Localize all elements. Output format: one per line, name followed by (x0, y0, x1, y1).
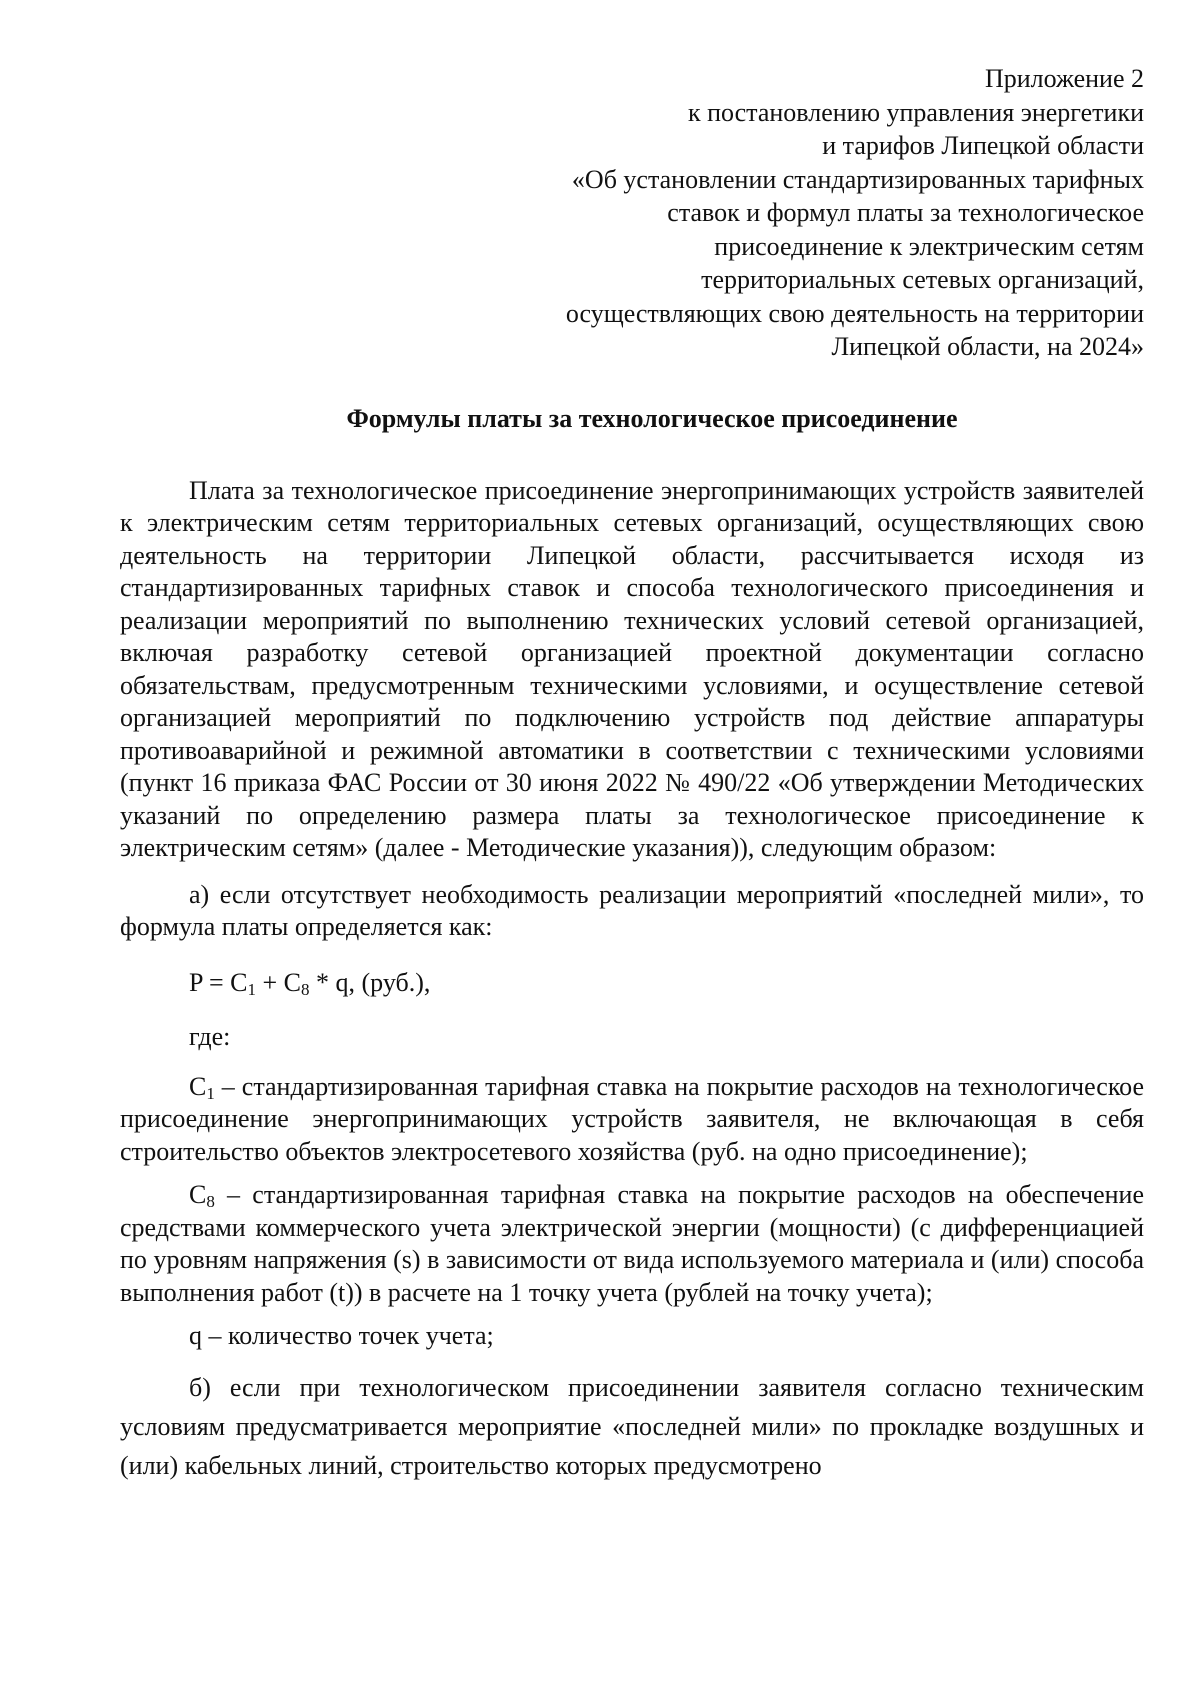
intro-paragraph: Плата за технологическое присоединение энергопринимающих устройств заявителей к электрическим сетям территориальных сетевых организаций, осуществляющих свою деятельность на территории Липецкой области, рассчитывается исходя из стандартизированных тарифных ставок и способа технологического присоединения и реализации мероприятий по выполнению технических условий сетевой организацией, включая разработку сетевой организацией проектной документации согласно обязательствам, предусмотренным техническими условиями, и осуществление сетевой организацией мероприятий по подключению устройств под действие аппаратуры противоаварийной и режимной автоматики в соответствии с техническими условиями (пункт 16 приказа ФАС России от 30 июня 2022 № 490/22 «Об утверждении Методических указаний по определению размера платы за технологическое присоединение к электрическим сетям» (далее - Методические указания)), следующим образом: (120, 475, 1144, 862)
definition-c1 (120, 1071, 1144, 1169)
item-a-paragraph: а) если отсутствует необходимость реализации мероприятий «последней мили», то формула платы определяется как: (120, 879, 1144, 941)
where-label: где: (189, 1021, 231, 1051)
definition-c1-symbol: C (189, 1071, 207, 1101)
definition-c8-text: – стандартизированная тарифная ставка на покрытие расходов на обеспечение средствами коммерческого учета электрической энергии (мощности) (с дифференциацией по уровням напряжения (s) в зависимости от вида используемого материала и (или) способа выполнения работ (t)) в расчете на 1 точку учета (рублей на точку учета); (120, 1180, 1144, 1307)
document-title: Формулы платы за технологическое присоединение (346, 403, 958, 433)
formula-plus: + C (256, 967, 302, 997)
appendix-header (120, 62, 1144, 364)
appendix-line: Приложение 2 (984, 64, 1144, 93)
appendix-line: к постановлению управления энергетики (687, 97, 1144, 127)
definition-q: q – количество точек учета; (189, 1321, 494, 1350)
formula-sub-1: 1 (247, 979, 256, 999)
document-page (120, 62, 1144, 1485)
formula-rest: * q, (руб.), (309, 967, 431, 997)
appendix-line: присоединение к электрическим сетям (714, 231, 1144, 261)
item-b-paragraph: б) если при технологическом присоединении заявителя согласно техническим условиям предусматривается мероприятие «последней мили» по прокладке воздушных и (или) кабельных линий, строительство которых предусмотрено (120, 1373, 1144, 1480)
appendix-line: Липецкой области, на 2024» (831, 332, 1144, 361)
appendix-line: ставок и формул платы за технологическое (667, 198, 1144, 227)
definition-c1-text: – стандартизированная тарифная ставка на покрытие расходов на технологическое присоединение энергопринимающих устройств заявителя, не включающая в себя строительство объектов электросетевого хозяйства (руб. на одно присоединение); (120, 1071, 1144, 1166)
appendix-line: «Об установлении стандартизированных тарифных (571, 164, 1144, 194)
formula-lhs: P = C (189, 967, 248, 997)
appendix-line: и тарифов Липецкой области (822, 131, 1144, 160)
definition-c8 (120, 1179, 1144, 1309)
definition-c1-sub: 1 (206, 1083, 215, 1103)
formula-sub-8: 8 (301, 979, 310, 999)
definition-c8-symbol: C (189, 1180, 207, 1209)
appendix-line: территориальных сетевых организаций, (701, 265, 1144, 294)
appendix-line: осуществляющих свою деятельность на территории (565, 298, 1144, 328)
definition-c8-sub: 8 (206, 1192, 215, 1211)
formula (120, 967, 1144, 999)
